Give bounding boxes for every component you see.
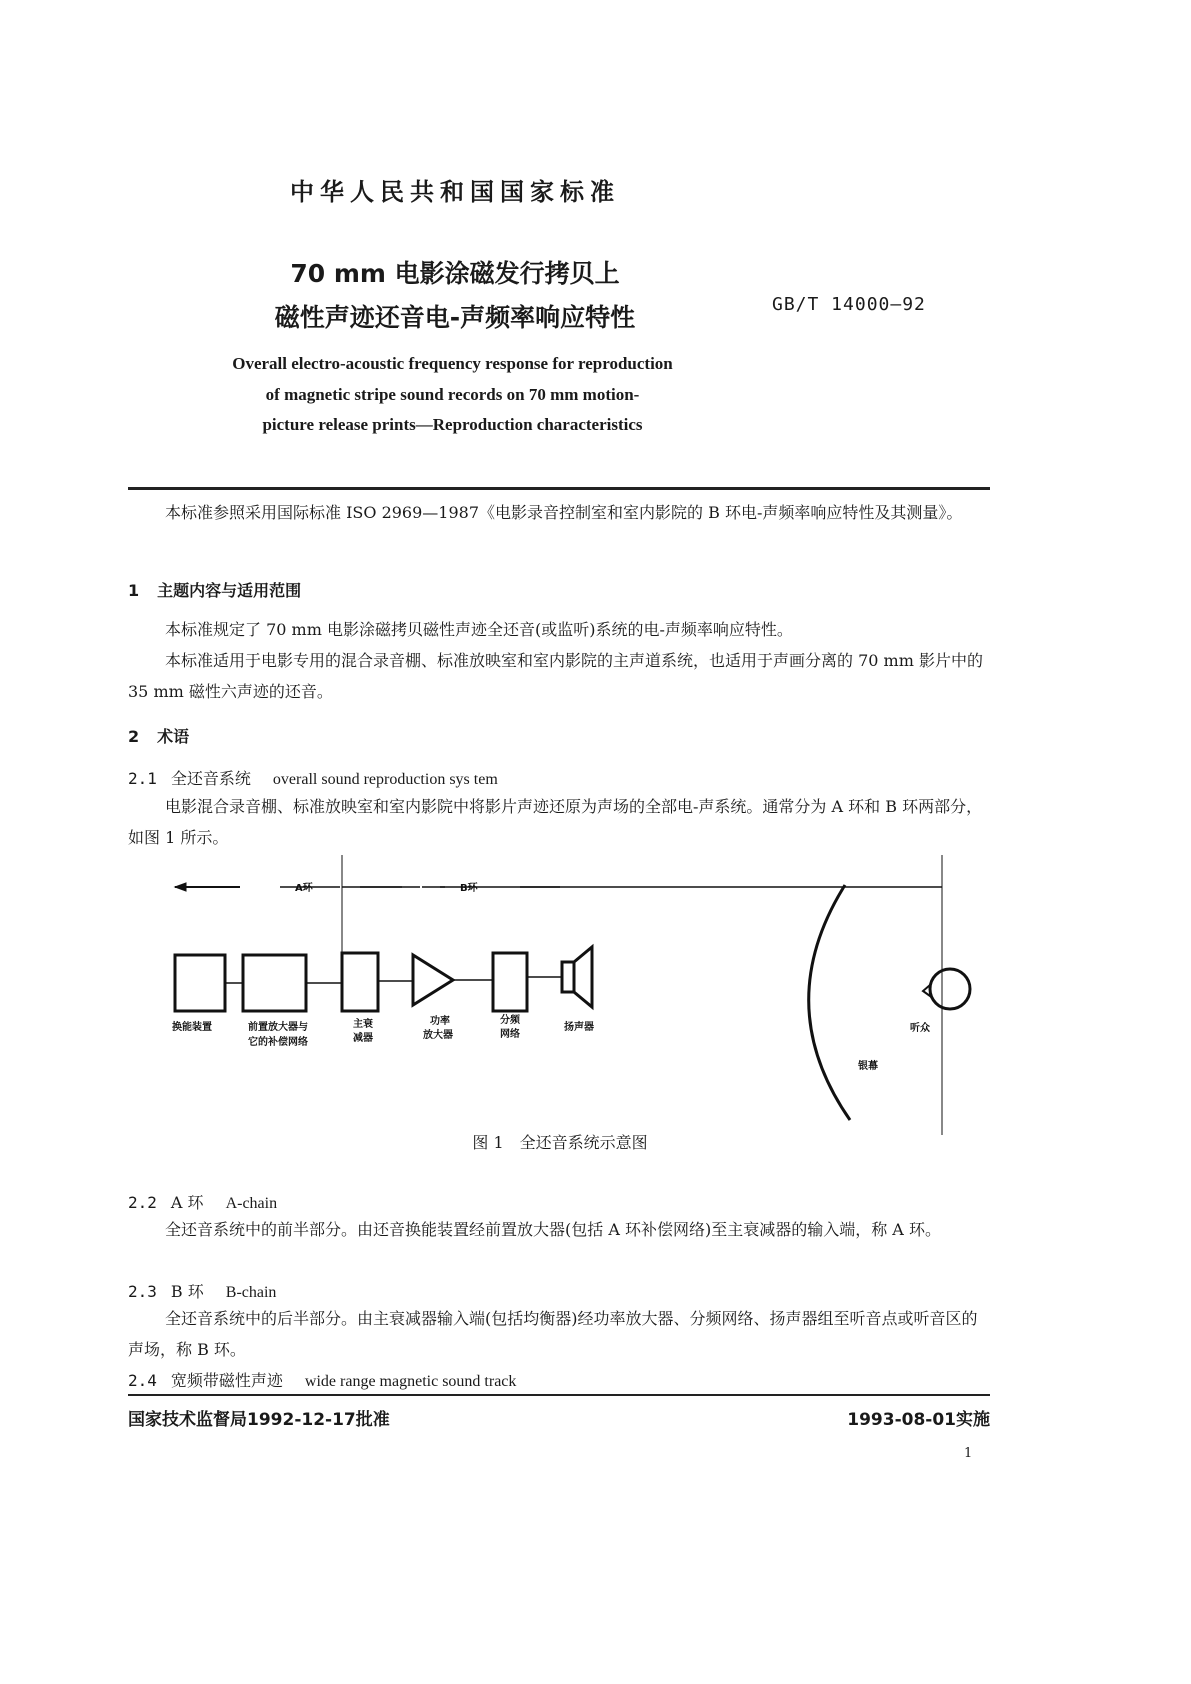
- section-2-heading: [128, 724, 189, 747]
- term-en: wide range magnetic sound track: [304, 1373, 517, 1390]
- preamp-label: 它的补偿网络: [248, 1037, 308, 1048]
- power-amp-label: 功率: [430, 1016, 450, 1027]
- standard-number: GB/T 14000—92: [772, 294, 926, 315]
- english-title-1: Overall electro-acoustic frequency response for reproduction: [232, 354, 673, 373]
- crossover-label: 网络: [500, 1029, 520, 1040]
- attenuator-label: 主衰: [353, 1019, 373, 1030]
- crossover-box: [493, 953, 527, 1011]
- section-title: 术语: [157, 727, 190, 746]
- term-zh: A 环: [170, 1193, 204, 1212]
- preamp-label: 前置放大器与: [248, 1022, 308, 1033]
- approval-date: 国家技术监督局1992-12-17批准: [128, 1410, 390, 1430]
- effective-date: 1993-08-01实施: [847, 1410, 990, 1430]
- section-1-paragraph: 本标准规定了 70 mm 电影涂磁拷贝磁性声迹全还音(或监听)系统的电-声频率响应特性。: [165, 620, 793, 639]
- term-2-3-heading: [128, 1279, 276, 1302]
- crossover-label: 分频: [500, 1015, 520, 1026]
- term-zh: 全还音系统: [170, 769, 251, 788]
- english-title-2: of magnetic stripe sound records on 70 mm motion-: [265, 385, 640, 404]
- term-number: 2.4: [128, 1371, 157, 1390]
- listener-icon: [930, 969, 970, 1009]
- title-line-1: 70 mm 电影涂磁发行拷贝上: [290, 259, 620, 288]
- figure-1-diagram: [160, 855, 1010, 1135]
- term-2-2-heading: [128, 1190, 277, 1213]
- listener-label: 听众: [910, 1023, 930, 1034]
- section-title: 主题内容与适用范围: [157, 581, 302, 600]
- attenuator-label: 减器: [353, 1033, 373, 1044]
- term-number: 2.1: [128, 769, 157, 788]
- term-en: B-chain: [225, 1284, 277, 1301]
- english-title-3: picture release prints—Reproduction characteristics: [262, 415, 643, 434]
- section-number: 1: [128, 581, 140, 600]
- term-2-4-heading: [128, 1368, 516, 1391]
- term-2-1-heading: [128, 766, 498, 789]
- term-number: 2.2: [128, 1193, 157, 1212]
- screen-label: 银幕: [858, 1061, 878, 1072]
- b-chain-label: B环: [460, 883, 478, 894]
- title-line-2: 磁性声迹还音电-声频率响应特性: [274, 303, 636, 332]
- speaker-label: 扬声器: [564, 1022, 594, 1033]
- section-1-paragraph: 本标准适用于电影专用的混合录音棚、标准放映室和室内影院的主声道系统，也适用于声画分离的 70 mm 影片中的 35 mm 磁性六声迹的还音。: [128, 651, 983, 701]
- intro-paragraph: 本标准参照采用国际标准 ISO 2969—1987《电影录音控制室和室内影院的 B 环电-声频率响应特性及其测量》。: [165, 503, 963, 522]
- attenuator-box: [342, 953, 378, 1011]
- term-2-3-definition: 全还音系统中的后半部分。由主衰减器输入端(包括均衡器)经功率放大器、分频网络、扬声器组至听音点或听音区的声场，称 B 环。: [128, 1309, 978, 1359]
- term-zh: 宽频带磁性声迹: [170, 1371, 283, 1390]
- figure-caption: 图 1 全还音系统示意图: [472, 1133, 648, 1152]
- section-number: 2: [128, 727, 140, 746]
- power-amp-triangle: [413, 955, 453, 1005]
- speaker-icon: [562, 962, 574, 992]
- term-en: overall sound reproduction sys tem: [272, 771, 498, 788]
- footer-rule: [128, 1394, 990, 1396]
- section-1-heading: [128, 578, 301, 601]
- term-2-1-definition: 电影混合录音棚、标准放映室和室内影院中将影片声迹还原为声场的全部电-声系统。通常分为 A 环和 B 环两部分，如图 1 所示。: [128, 797, 983, 847]
- screen-curve: [809, 885, 850, 1120]
- power-amp-label: 放大器: [423, 1030, 453, 1041]
- term-2-2-definition: 全还音系统中的前半部分。由还音换能装置经前置放大器(包括 A 环补偿网络)至主衰减器的输入端，称 A 环。: [165, 1220, 941, 1239]
- footer: [128, 1405, 990, 1430]
- transducer-box: [175, 955, 225, 1011]
- page-number: 1: [964, 1446, 973, 1461]
- country-standard-heading: 中华人民共和国国家标准: [290, 178, 620, 206]
- preamp-box: [243, 955, 306, 1011]
- header-rule: [128, 487, 990, 490]
- term-en: A-chain: [225, 1195, 278, 1212]
- term-number: 2.3: [128, 1282, 157, 1301]
- transducer-label: 换能装置: [172, 1022, 212, 1033]
- a-chain-label: A环: [295, 883, 313, 894]
- term-zh: B 环: [170, 1282, 204, 1301]
